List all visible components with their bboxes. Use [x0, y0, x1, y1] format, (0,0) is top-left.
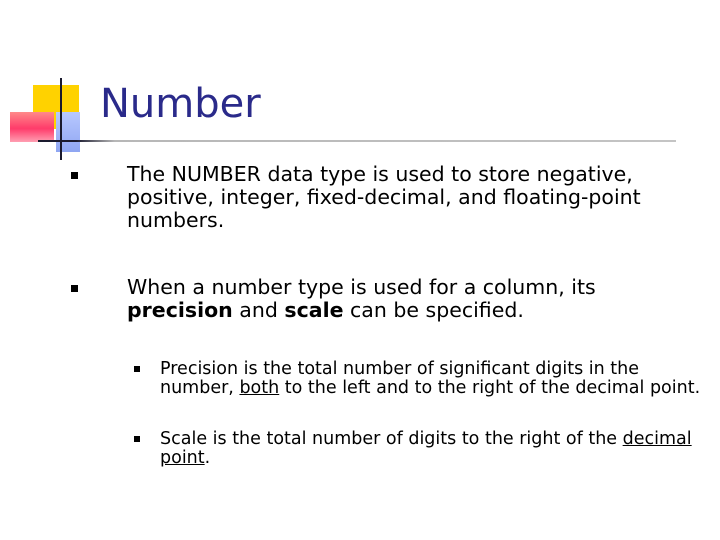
- bullet-text-part: When a number type is used for a column, its: [127, 275, 596, 299]
- underlined-term: both: [239, 378, 280, 398]
- square-bullet-icon: [71, 285, 78, 292]
- sub-bullet-text-part: Precision is the total number of significant digits in the number,: [160, 359, 639, 398]
- precision-term: precision: [127, 298, 233, 322]
- slide-title: Number: [100, 81, 261, 127]
- sub-bullet-text-part: .: [204, 448, 211, 468]
- title-underline-rule: [38, 140, 676, 142]
- square-bullet-icon: [134, 366, 140, 372]
- scale-term: scale: [284, 298, 344, 322]
- bullet-text: The NUMBER data type is used to store negative, positive, integer, fixed-decimal, and floating-point numbers.: [127, 162, 641, 232]
- bullet-item-2: [127, 276, 707, 322]
- square-bullet-icon: [71, 172, 78, 179]
- sub-bullet-item-1: [160, 360, 705, 398]
- underlined-term: decimal point: [160, 429, 692, 468]
- sub-bullet-item-2: [160, 430, 705, 468]
- bullet-item-1: [127, 163, 707, 232]
- sub-bullet-text-part: to the left and to the right of the decimal point.: [279, 378, 701, 398]
- bullet-text-part: and: [232, 298, 285, 322]
- square-bullet-icon: [134, 436, 140, 442]
- vertical-rule: [60, 78, 62, 160]
- bullet-text-part: can be specified.: [343, 298, 524, 322]
- sub-bullet-text-part: Scale is the total number of digits to the right of the: [160, 429, 623, 449]
- red-square-shape: [10, 112, 54, 142]
